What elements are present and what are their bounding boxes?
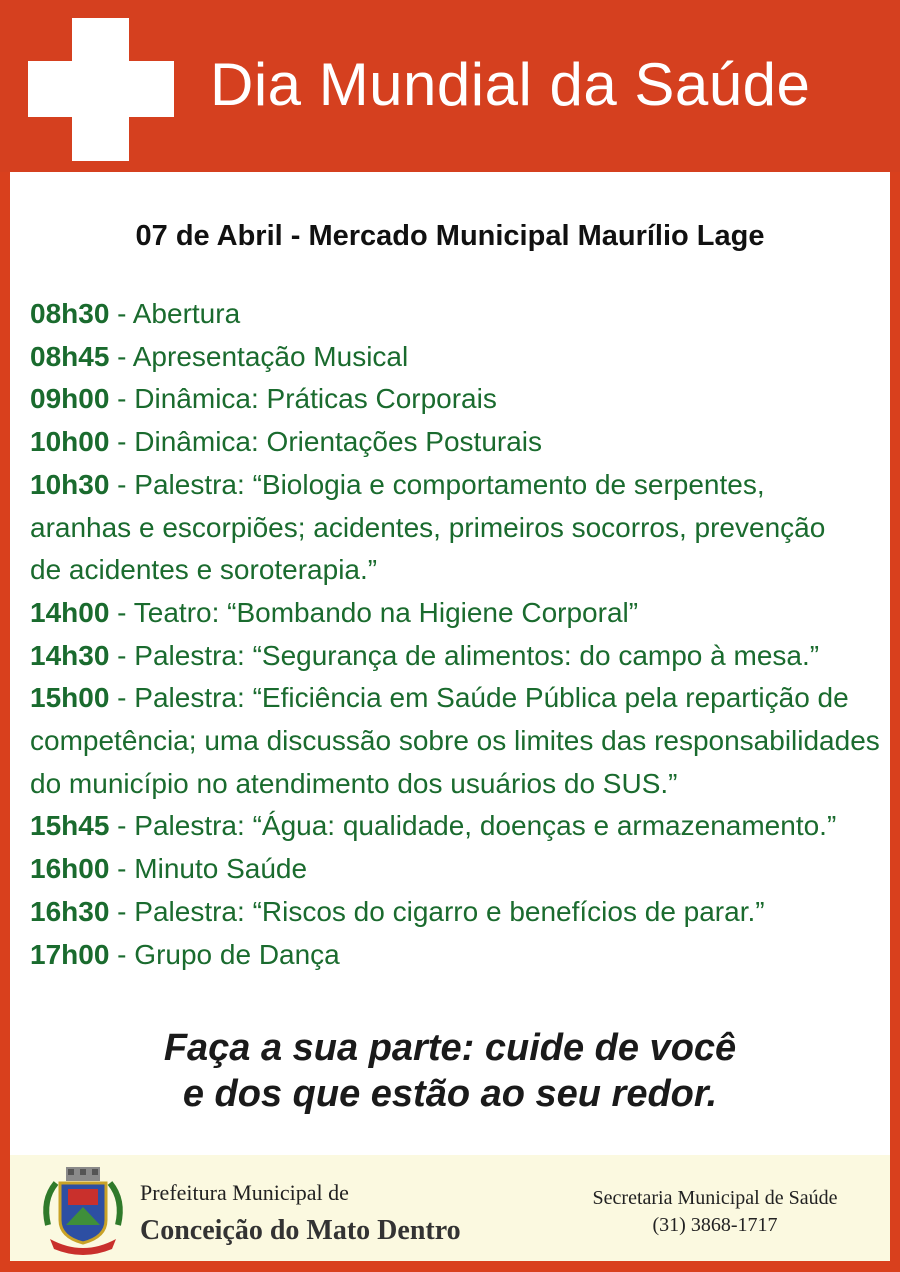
schedule-time: 10h00 [30,426,110,458]
schedule-item [30,421,890,464]
schedule-item-continuation [30,720,890,763]
schedule-time: 09h00 [30,383,110,415]
slogan-line-1: Faça a sua parte: cuide de você [163,1027,737,1069]
slogan [0,1025,900,1117]
schedule-time: 16h00 [30,853,110,885]
schedule-item-continuation [30,763,890,806]
schedule-item [30,293,890,336]
page-title: Dia Mundial da Saúde [210,51,811,118]
schedule-item [30,805,890,848]
schedule-description: - Teatro: “Bombando na Higiene Corporal” [109,596,639,628]
schedule-time: 15h00 [30,682,110,714]
schedule-time: 14h30 [30,639,110,671]
secretaria-label: Secretaria Municipal de Saúde [592,1187,838,1209]
schedule-description: do município no atendimento dos usuários do SUS.” [30,767,678,799]
schedule-description: aranhas e escorpiões; acidentes, primeiros socorros, prevenção [30,511,826,543]
schedule-item [30,592,890,635]
header-banner [0,0,900,172]
prefeitura-label: Prefeitura Municipal de [140,1180,349,1205]
schedule-item [30,677,890,720]
schedule-description: - Grupo de Dança [109,938,340,970]
schedule-item [30,891,890,934]
schedule-item [30,336,890,379]
schedule-item [30,848,890,891]
schedule-description: de acidentes e soroterapia.” [30,554,378,586]
schedule-description: competência; uma discussão sobre os limites das responsabilidades [30,725,880,757]
schedule-time: 17h00 [30,938,110,970]
schedule-item [30,635,890,678]
schedule-description: - Palestra: “Biologia e comportamento de serpentes, [109,468,765,500]
schedule-item [30,464,890,507]
municipal-crest-icon [38,1165,128,1257]
schedule-item-continuation [30,507,890,550]
schedule-description: - Palestra: “Riscos do cigarro e benefícios de parar.” [109,895,765,927]
schedule-description: - Abertura [109,298,241,329]
schedule-item [30,934,890,977]
schedule-time: 08h45 [30,340,110,372]
schedule-item-continuation [30,549,890,592]
schedule-list [30,293,890,976]
phone-number: (31) 3868-1717 [652,1214,778,1236]
schedule-time: 16h30 [30,895,110,927]
schedule-description: - Palestra: “Água: qualidade, doenças e armazenamento.” [109,810,837,842]
schedule-time: 08h30 [30,298,110,329]
schedule-time: 15h45 [30,810,110,842]
schedule-description: - Apresentação Musical [109,340,409,372]
schedule-item [30,378,890,421]
schedule-time: 14h00 [30,596,110,628]
schedule-time: 10h30 [30,468,110,500]
event-subtitle: 07 de Abril - Mercado Municipal Maurílio Lage [135,220,765,252]
schedule-description: - Dinâmica: Práticas Corporais [109,383,497,415]
schedule-description: - Palestra: “Segurança de alimentos: do campo à mesa.” [109,639,820,671]
slogan-line-2: e dos que estão ao seu redor. [182,1073,718,1115]
schedule-description: - Minuto Saúde [109,853,308,885]
schedule-description: - Palestra: “Eficiência em Saúde Pública pela repartição de [109,682,849,714]
schedule-description: - Dinâmica: Orientações Posturais [109,426,543,458]
municipality-name: Conceição do Mato Dentro [140,1215,461,1246]
red-cross-icon-bar [28,61,174,117]
